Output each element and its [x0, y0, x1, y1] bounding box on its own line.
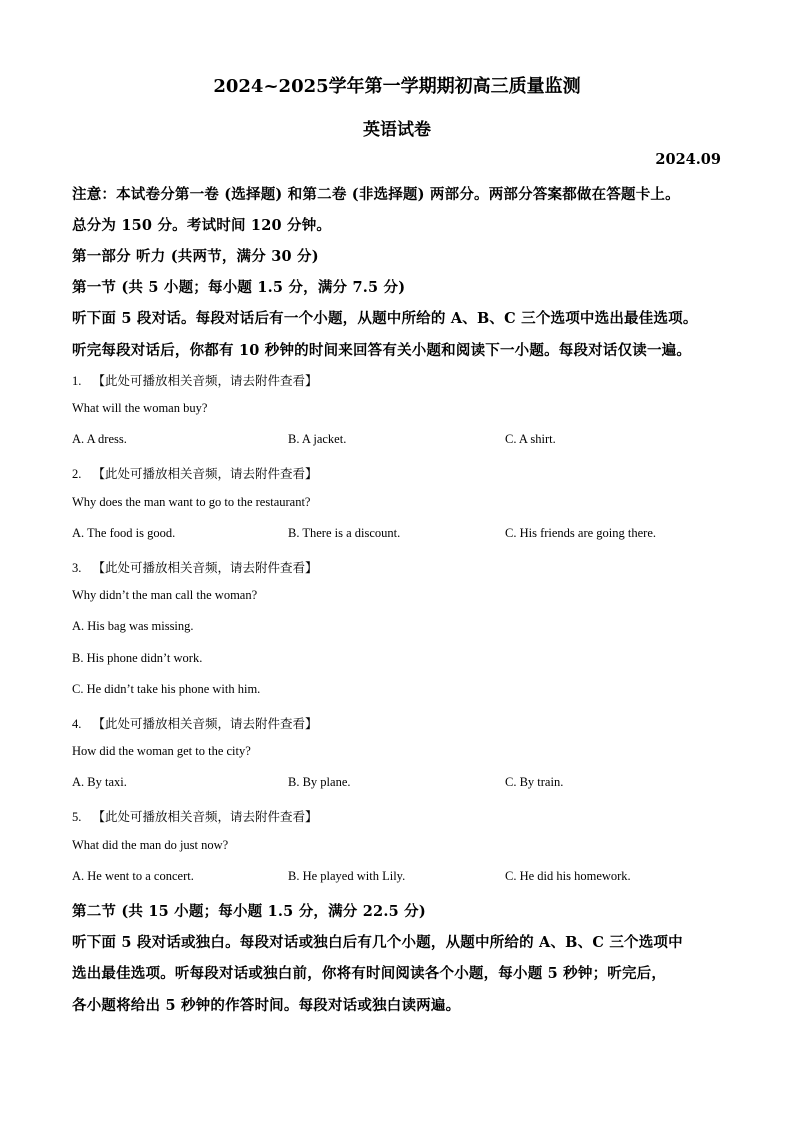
audio-placeholder: 【此处可播放相关音频，请去附件查看】 — [92, 373, 318, 388]
question-4-option-b[interactable]: B. By plane. — [288, 775, 351, 789]
section2-instruction-3: 各小题将给出 5 秒钟的作答时间。每段对话或独白读两遍。 — [72, 997, 461, 1014]
question-3-audio[interactable] — [72, 557, 317, 576]
question-1-text: What will the woman buy? — [72, 401, 208, 415]
question-5-audio[interactable] — [72, 806, 317, 825]
question-3-option-c[interactable]: C. He didn’t take his phone with him. — [72, 682, 261, 696]
part1-heading: 第一部分 听力 (共两节，满分 30 分) — [72, 248, 319, 265]
question-1-option-c[interactable]: C. A shirt. — [505, 432, 556, 446]
question-5-option-a[interactable]: A. He went to a concert. — [72, 869, 194, 883]
question-4-option-c[interactable]: C. By train. — [505, 775, 564, 789]
question-2-option-a[interactable]: A. The food is good. — [72, 526, 176, 540]
question-4-text: How did the woman get to the city? — [72, 744, 251, 758]
question-number: 5. — [72, 810, 82, 824]
question-3-option-b[interactable]: B. His phone didn’t work. — [72, 651, 203, 665]
audio-placeholder: 【此处可播放相关音频，请去附件查看】 — [92, 466, 318, 481]
question-3-text: Why didn’t the man call the woman? — [72, 588, 258, 602]
audio-placeholder: 【此处可播放相关音频，请去附件查看】 — [92, 560, 318, 575]
question-4-option-a[interactable]: A. By taxi. — [72, 775, 127, 789]
question-1-option-a[interactable]: A. A dress. — [72, 432, 127, 446]
notice-line-2: 总分为 150 分。考试时间 120 分钟。 — [72, 217, 332, 234]
question-3-option-a[interactable]: A. His bag was missing. — [72, 619, 194, 633]
question-2-audio[interactable] — [72, 463, 317, 482]
exam-subtitle: 英语试卷 — [363, 120, 431, 140]
question-2-text: Why does the man want to go to the restaurant? — [72, 495, 311, 509]
question-1-audio[interactable] — [72, 370, 317, 389]
exam-date: 2024.09 — [655, 151, 721, 168]
question-number: 4. — [72, 717, 82, 731]
notice-line-1: 注意：本试卷分第一卷 (选择题) 和第二卷 (非选择题) 两部分。两部分答案都做在答题卡上。 — [72, 186, 680, 203]
question-number: 3. — [72, 561, 82, 575]
section2-instruction-1: 听下面 5 段对话或独白。每段对话或独白后有几个小题，从题中所给的 A、B、C 三个选项中 — [72, 934, 683, 951]
section2-heading: 第二节 (共 15 小题；每小题 1.5 分，满分 22.5 分) — [72, 903, 426, 920]
question-5-text: What did the man do just now? — [72, 838, 229, 852]
question-1-option-b[interactable]: B. A jacket. — [288, 432, 347, 446]
question-2-option-c[interactable]: C. His friends are going there. — [505, 526, 657, 540]
section2-instruction-2: 选出最佳选项。听每段对话或独白前，你将有时间阅读各个小题，每小题 5 秒钟；听完后， — [72, 965, 667, 982]
section1-instruction-1: 听下面 5 段对话。每段对话后有一个小题，从题中所给的 A、B、C 三个选项中选出最佳选项。 — [72, 310, 698, 327]
section1-heading: 第一节 (共 5 小题；每小题 1.5 分，满分 7.5 分) — [72, 279, 406, 296]
audio-placeholder: 【此处可播放相关音频，请去附件查看】 — [92, 716, 318, 731]
question-5-option-c[interactable]: C. He did his homework. — [505, 869, 631, 883]
question-number: 2. — [72, 467, 82, 481]
exam-title: 2024~2025学年第一学期期初高三质量监测 — [213, 76, 581, 97]
section1-instruction-2: 听完每段对话后，你都有 10 秒钟的时间来回答有关小题和阅读下一小题。每段对话仅读一遍。 — [72, 342, 692, 359]
question-4-audio[interactable] — [72, 713, 317, 732]
question-number: 1. — [72, 374, 82, 388]
question-2-option-b[interactable]: B. There is a discount. — [288, 526, 401, 540]
audio-placeholder: 【此处可播放相关音频，请去附件查看】 — [92, 809, 318, 824]
question-5-option-b[interactable]: B. He played with Lily. — [288, 869, 406, 883]
